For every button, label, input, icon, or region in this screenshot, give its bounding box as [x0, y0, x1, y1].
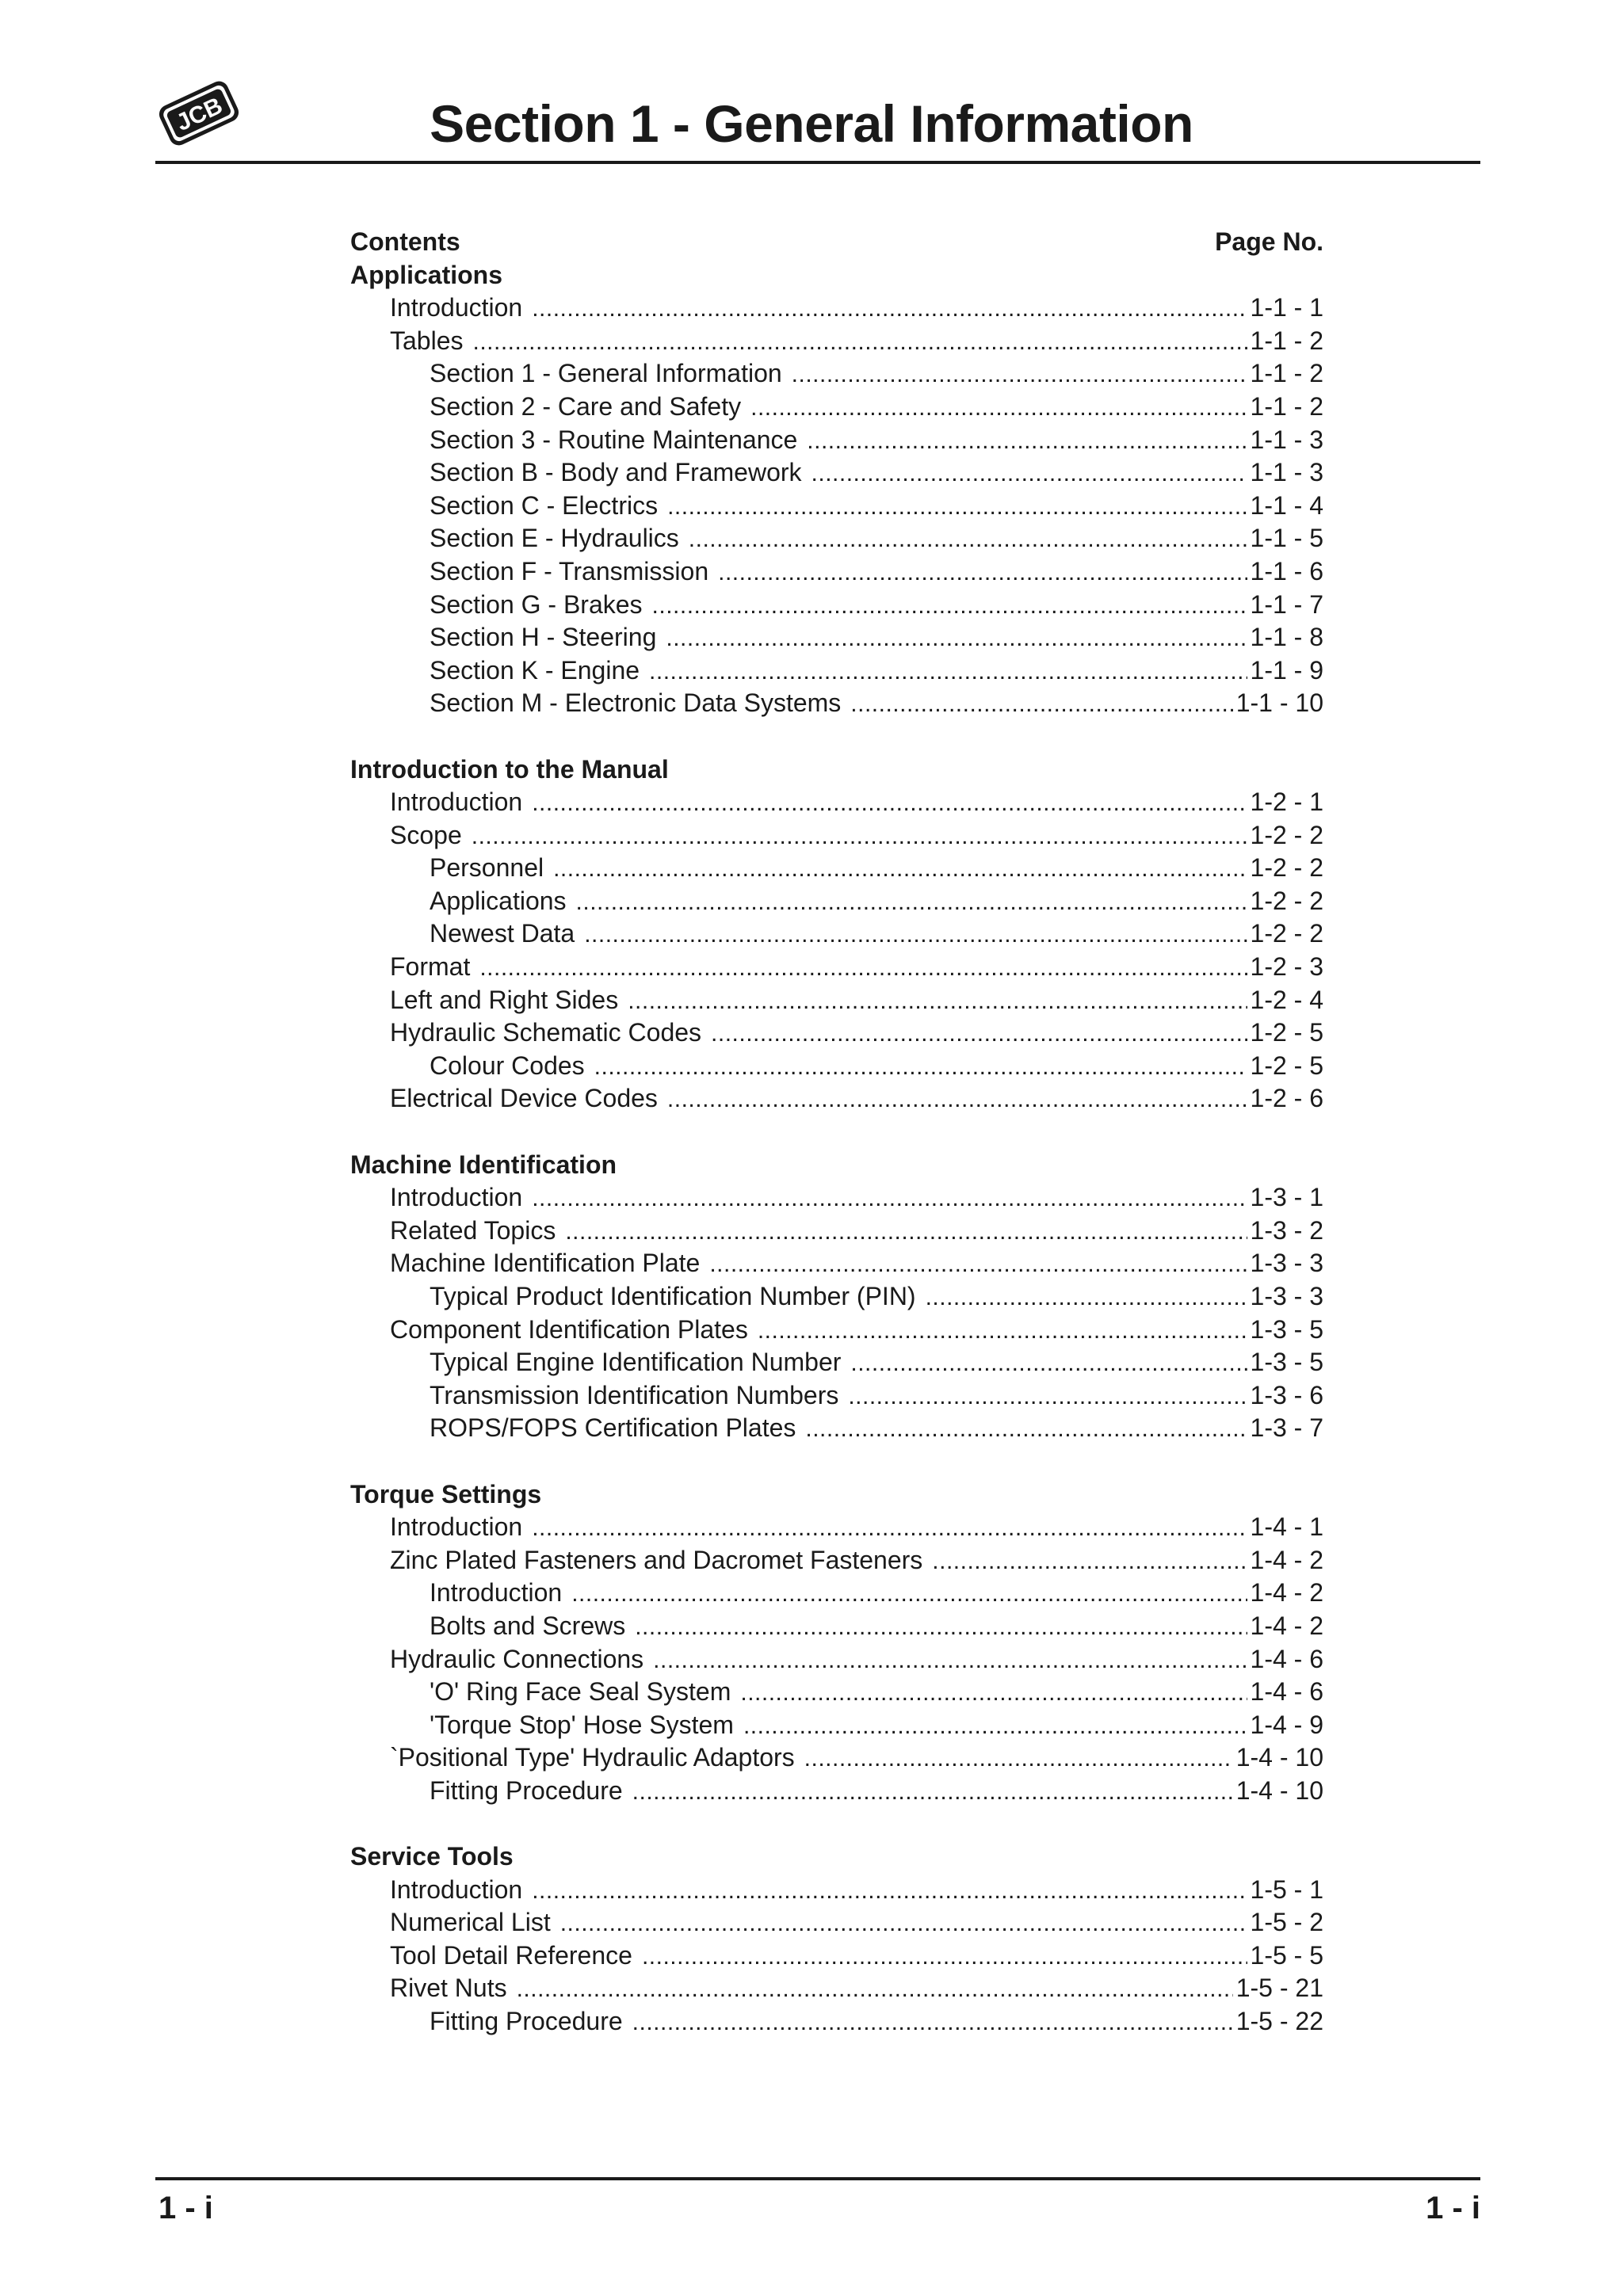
toc-entry[interactable]: [350, 456, 1323, 490]
toc-entry-label: Fitting Procedure: [430, 2007, 623, 2036]
toc-entry[interactable]: [350, 885, 1323, 918]
toc-entry-label: 'Torque Stop' Hose System: [430, 1710, 734, 1739]
dot-leader: [517, 1973, 1233, 2006]
toc-entry[interactable]: [350, 522, 1323, 555]
toc-entry[interactable]: [350, 357, 1323, 391]
toc-entry-page: 1-3 - 5: [1250, 1314, 1323, 1344]
toc-entry-page: 1-3 - 3: [1250, 1282, 1323, 1310]
toc-entry[interactable]: [350, 1939, 1323, 1973]
group-gap: [350, 1116, 1323, 1149]
dot-leader: [532, 292, 1247, 326]
toc-entry[interactable]: [350, 819, 1323, 852]
dot-leader: [812, 457, 1247, 490]
toc-entry-page: 1-1 - 2: [1250, 391, 1323, 421]
toc-entry[interactable]: [350, 1412, 1323, 1445]
toc-section-heading: [350, 753, 1323, 787]
toc-entry-label: Typical Engine Identification Number: [430, 1348, 842, 1377]
dot-leader: [532, 1512, 1247, 1545]
toc-entry-page: 1-4 - 6: [1250, 1677, 1323, 1707]
toc-entry-label: ROPS/FOPS Certification Plates: [430, 1413, 796, 1443]
toc-entry[interactable]: [350, 1709, 1323, 1742]
toc-entry-page: 1-4 - 1: [1250, 1512, 1323, 1542]
dot-leader: [649, 655, 1247, 688]
toc-entry-label: Fitting Procedure: [430, 1775, 623, 1805]
dot-leader: [632, 2006, 1233, 2039]
toc-entry-page: 1-2 - 1: [1250, 788, 1323, 817]
dot-leader: [743, 1710, 1247, 1743]
section-heading-label: Service Tools: [350, 1842, 514, 1871]
dot-leader: [758, 1314, 1247, 1348]
toc-entry-page: 1-2 - 3: [1250, 952, 1323, 982]
dot-leader: [635, 1611, 1247, 1644]
toc-entry[interactable]: [350, 786, 1323, 819]
page-title: Section 1 - General Information: [430, 94, 1193, 153]
toc-entry-page: 1-3 - 1: [1250, 1183, 1323, 1212]
toc-entry-page: 1-3 - 5: [1250, 1348, 1323, 1377]
toc-entry[interactable]: [350, 1906, 1323, 1939]
dot-leader: [709, 1248, 1247, 1281]
section-heading-label: Machine Identification: [350, 1150, 617, 1179]
toc-entry[interactable]: [350, 1215, 1323, 1248]
toc-entry-page: 1-1 - 2: [1250, 326, 1323, 355]
toc-entry-page: 1-1 - 1: [1250, 293, 1323, 322]
toc-entry-label: Bolts and Screws: [430, 1611, 626, 1640]
toc-entry-label: Newest Data: [430, 919, 575, 948]
toc-entry[interactable]: [350, 589, 1323, 622]
dot-leader: [807, 425, 1247, 458]
toc-entry-page: 1-3 - 6: [1250, 1380, 1323, 1409]
toc-entry-page: 1-1 - 4: [1250, 490, 1323, 520]
toc-section-heading: [350, 1149, 1323, 1182]
toc-entry-page: 1-1 - 6: [1250, 556, 1323, 585]
toc-entry[interactable]: [350, 391, 1323, 424]
toc-entry-page: 1-3 - 7: [1250, 1413, 1323, 1443]
header-rule: [155, 161, 1480, 164]
dot-leader: [576, 886, 1247, 919]
dot-leader: [565, 1215, 1247, 1249]
toc-section-heading: [350, 259, 1323, 292]
toc-entry[interactable]: [350, 325, 1323, 358]
page-no-label: Page No.: [1215, 227, 1323, 256]
toc-entry[interactable]: [350, 621, 1323, 654]
dot-leader: [594, 1051, 1247, 1084]
dot-leader: [932, 1545, 1247, 1578]
toc-entry-label: 'O' Ring Face Seal System: [430, 1677, 731, 1707]
toc-entry[interactable]: [350, 1181, 1323, 1215]
toc-entry-page: 1-2 - 2: [1250, 853, 1323, 883]
toc-entry-page: 1-2 - 5: [1250, 1051, 1323, 1080]
toc-entry-label: Section 2 - Care and Safety: [430, 391, 742, 421]
dot-leader: [642, 1940, 1247, 1974]
toc-entry-page: 1-3 - 2: [1250, 1215, 1323, 1245]
toc-entry-page: 1-4 - 2: [1250, 1578, 1323, 1608]
toc-entry[interactable]: [350, 1610, 1323, 1643]
toc-entry-label: Section 1 - General Information: [430, 359, 782, 388]
toc-entry-label: Rivet Nuts: [390, 1974, 507, 2003]
dot-leader: [532, 1182, 1247, 1215]
dot-leader: [532, 787, 1247, 820]
toc-entry-label: Hydraulic Schematic Codes: [390, 1018, 702, 1047]
toc-entry[interactable]: [350, 490, 1323, 523]
toc-entry[interactable]: [350, 1379, 1323, 1413]
toc-entry[interactable]: [350, 917, 1323, 951]
toc-header-row: [350, 226, 1323, 259]
dot-leader: [926, 1281, 1247, 1314]
dot-leader: [560, 1907, 1247, 1940]
toc-entry-label: Typical Product Identification Number (PIN): [430, 1282, 916, 1310]
toc-entry-page: 1-5 - 21: [1235, 1974, 1323, 2003]
toc-entry-page: 1-5 - 2: [1250, 1908, 1323, 1937]
dot-leader: [805, 1413, 1247, 1446]
toc-entry-label: Introduction: [390, 788, 523, 817]
toc-entry-page: 1-4 - 6: [1250, 1644, 1323, 1673]
toc-entry[interactable]: [350, 1082, 1323, 1116]
toc-entry-label: Tool Detail Reference: [390, 1940, 632, 1970]
toc-entry-page: 1-5 - 1: [1250, 1875, 1323, 1904]
toc-entry[interactable]: [350, 654, 1323, 688]
dot-leader: [792, 358, 1247, 391]
toc-entry-label: Tables: [390, 326, 464, 355]
footer-page-left: 1 - i: [158, 2191, 213, 2225]
toc-entry-label: Section E - Hydraulics: [430, 524, 679, 553]
toc-entry[interactable]: [350, 687, 1323, 720]
toc-entry-label: Machine Identification Plate: [390, 1249, 701, 1278]
group-gap: [350, 1808, 1323, 1841]
toc-entry[interactable]: [350, 1577, 1323, 1610]
toc-entry-label: `Positional Type' Hydraulic Adaptors: [390, 1743, 795, 1772]
dot-leader: [632, 1775, 1233, 1809]
toc-entry-label: Section C - Electrics: [430, 490, 659, 520]
footer-rule: [155, 2177, 1480, 2180]
section-heading-label: Introduction to the Manual: [350, 754, 669, 784]
dot-leader: [718, 556, 1247, 589]
dot-leader: [850, 1347, 1247, 1380]
section-heading-label: Applications: [350, 260, 503, 289]
toc-entry[interactable]: [350, 1346, 1323, 1379]
dot-leader: [804, 1742, 1233, 1775]
toc-entry[interactable]: [350, 1280, 1323, 1314]
toc-entry-label: Introduction: [390, 1875, 523, 1904]
toc-entry-page: 1-1 - 5: [1250, 524, 1323, 553]
toc-entry-label: Section K - Engine: [430, 655, 640, 685]
toc-entry[interactable]: [350, 292, 1323, 325]
toc-entry-page: 1-2 - 5: [1250, 1018, 1323, 1047]
dot-leader: [667, 490, 1247, 524]
toc-entry[interactable]: [350, 1314, 1323, 1347]
toc-entry-label: Format: [390, 952, 471, 982]
toc-entry-page: 1-1 - 2: [1250, 359, 1323, 388]
dot-leader: [750, 391, 1247, 425]
toc-entry[interactable]: [350, 2005, 1323, 2039]
toc-entry-page: 1-2 - 2: [1250, 886, 1323, 915]
toc-entry-label: Personnel: [430, 853, 544, 883]
group-gap: [350, 1445, 1323, 1478]
toc-entry-label: Colour Codes: [430, 1051, 585, 1080]
toc-entry-label: Introduction: [390, 293, 523, 322]
dot-leader: [553, 852, 1247, 886]
toc-entry-label: Component Identification Plates: [390, 1314, 748, 1344]
toc-groups: [350, 259, 1323, 2039]
toc-entry-label: Electrical Device Codes: [390, 1084, 658, 1113]
footer-page-right: 1 - i: [1426, 2191, 1480, 2225]
group-gap: [350, 720, 1323, 753]
toc-entry-page: 1-4 - 2: [1250, 1611, 1323, 1640]
toc-entry[interactable]: [350, 951, 1323, 984]
toc-entry-label: Transmission Identification Numbers: [430, 1380, 839, 1409]
dot-leader: [653, 1644, 1247, 1677]
toc-entry-page: 1-3 - 3: [1250, 1249, 1323, 1278]
toc-entry-label: Introduction: [390, 1512, 523, 1542]
toc-entry-label: Zinc Plated Fasteners and Dacromet Fasteners: [390, 1545, 923, 1574]
toc-section-heading: [350, 1840, 1323, 1874]
toc-entry-label: Section G - Brakes: [430, 589, 643, 619]
toc-entry[interactable]: [350, 555, 1323, 589]
toc-entry[interactable]: [350, 1016, 1323, 1050]
dot-leader: [740, 1676, 1247, 1710]
toc-entry[interactable]: [350, 1741, 1323, 1775]
toc-entry-label: Section 3 - Routine Maintenance: [430, 425, 798, 454]
toc-entry[interactable]: [350, 1676, 1323, 1709]
toc-entry-page: 1-1 - 10: [1235, 688, 1323, 718]
table-of-contents: [350, 226, 1323, 2039]
dot-leader: [850, 688, 1232, 721]
dot-leader: [584, 918, 1247, 952]
toc-entry-page: 1-4 - 10: [1235, 1775, 1323, 1805]
toc-entry-page: 1-1 - 3: [1250, 458, 1323, 487]
toc-entry-page: 1-1 - 8: [1250, 623, 1323, 652]
dot-leader: [667, 1083, 1247, 1116]
toc-entry-label: Applications: [430, 886, 567, 915]
toc-entry[interactable]: [350, 984, 1323, 1017]
toc-entry-label: Section F - Transmission: [430, 556, 709, 585]
toc-entry-label: Introduction: [390, 1183, 523, 1212]
toc-entry-label: Introduction: [430, 1578, 563, 1608]
toc-entry[interactable]: [350, 852, 1323, 885]
toc-entry-page: 1-2 - 6: [1250, 1084, 1323, 1113]
toc-entry[interactable]: [350, 424, 1323, 457]
toc-entry[interactable]: [350, 1775, 1323, 1808]
svg-text:JCB: JCB: [172, 92, 227, 136]
toc-entry[interactable]: [350, 1544, 1323, 1577]
toc-entry-page: 1-5 - 5: [1250, 1940, 1323, 1970]
toc-entry-label: Section H - Steering: [430, 623, 657, 652]
toc-entry-label: Left and Right Sides: [390, 985, 619, 1014]
toc-entry-label: Hydraulic Connections: [390, 1644, 644, 1673]
toc-entry-page: 1-1 - 7: [1250, 589, 1323, 619]
toc-entry-label: Related Topics: [390, 1215, 556, 1245]
dot-leader: [532, 1875, 1247, 1908]
toc-entry[interactable]: [350, 1050, 1323, 1083]
toc-entry-label: Section B - Body and Framework: [430, 458, 802, 487]
toc-entry-label: Section M - Electronic Data Systems: [430, 688, 842, 718]
toc-section-heading: [350, 1478, 1323, 1512]
dot-leader: [472, 820, 1247, 853]
dot-leader: [479, 952, 1247, 985]
toc-entry-label: Numerical List: [390, 1908, 551, 1937]
toc-entry[interactable]: [350, 1874, 1323, 1907]
contents-label: Contents: [350, 227, 460, 256]
dot-leader: [628, 985, 1247, 1018]
toc-entry-label: Scope: [390, 820, 462, 849]
toc-entry[interactable]: [350, 1511, 1323, 1544]
toc-entry-page: 1-4 - 9: [1250, 1710, 1323, 1739]
dot-leader: [848, 1380, 1247, 1413]
toc-entry[interactable]: [350, 1972, 1323, 2005]
section-heading-label: Torque Settings: [350, 1479, 542, 1508]
dot-leader: [689, 523, 1247, 556]
toc-entry[interactable]: [350, 1247, 1323, 1280]
dot-leader: [571, 1577, 1247, 1611]
toc-entry-page: 1-4 - 2: [1250, 1545, 1323, 1574]
toc-entry[interactable]: [350, 1643, 1323, 1676]
dot-leader: [666, 622, 1247, 655]
dot-leader: [652, 589, 1247, 623]
toc-entry-page: 1-2 - 2: [1250, 919, 1323, 948]
toc-entry-page: 1-2 - 4: [1250, 985, 1323, 1014]
toc-entry-page: 1-1 - 3: [1250, 425, 1323, 454]
dot-leader: [473, 326, 1247, 359]
toc-entry-page: 1-2 - 2: [1250, 820, 1323, 849]
dot-leader: [711, 1017, 1247, 1051]
toc-entry-page: 1-5 - 22: [1235, 2007, 1323, 2036]
toc-entry-page: 1-1 - 9: [1250, 655, 1323, 685]
toc-entry-page: 1-4 - 10: [1235, 1743, 1323, 1772]
